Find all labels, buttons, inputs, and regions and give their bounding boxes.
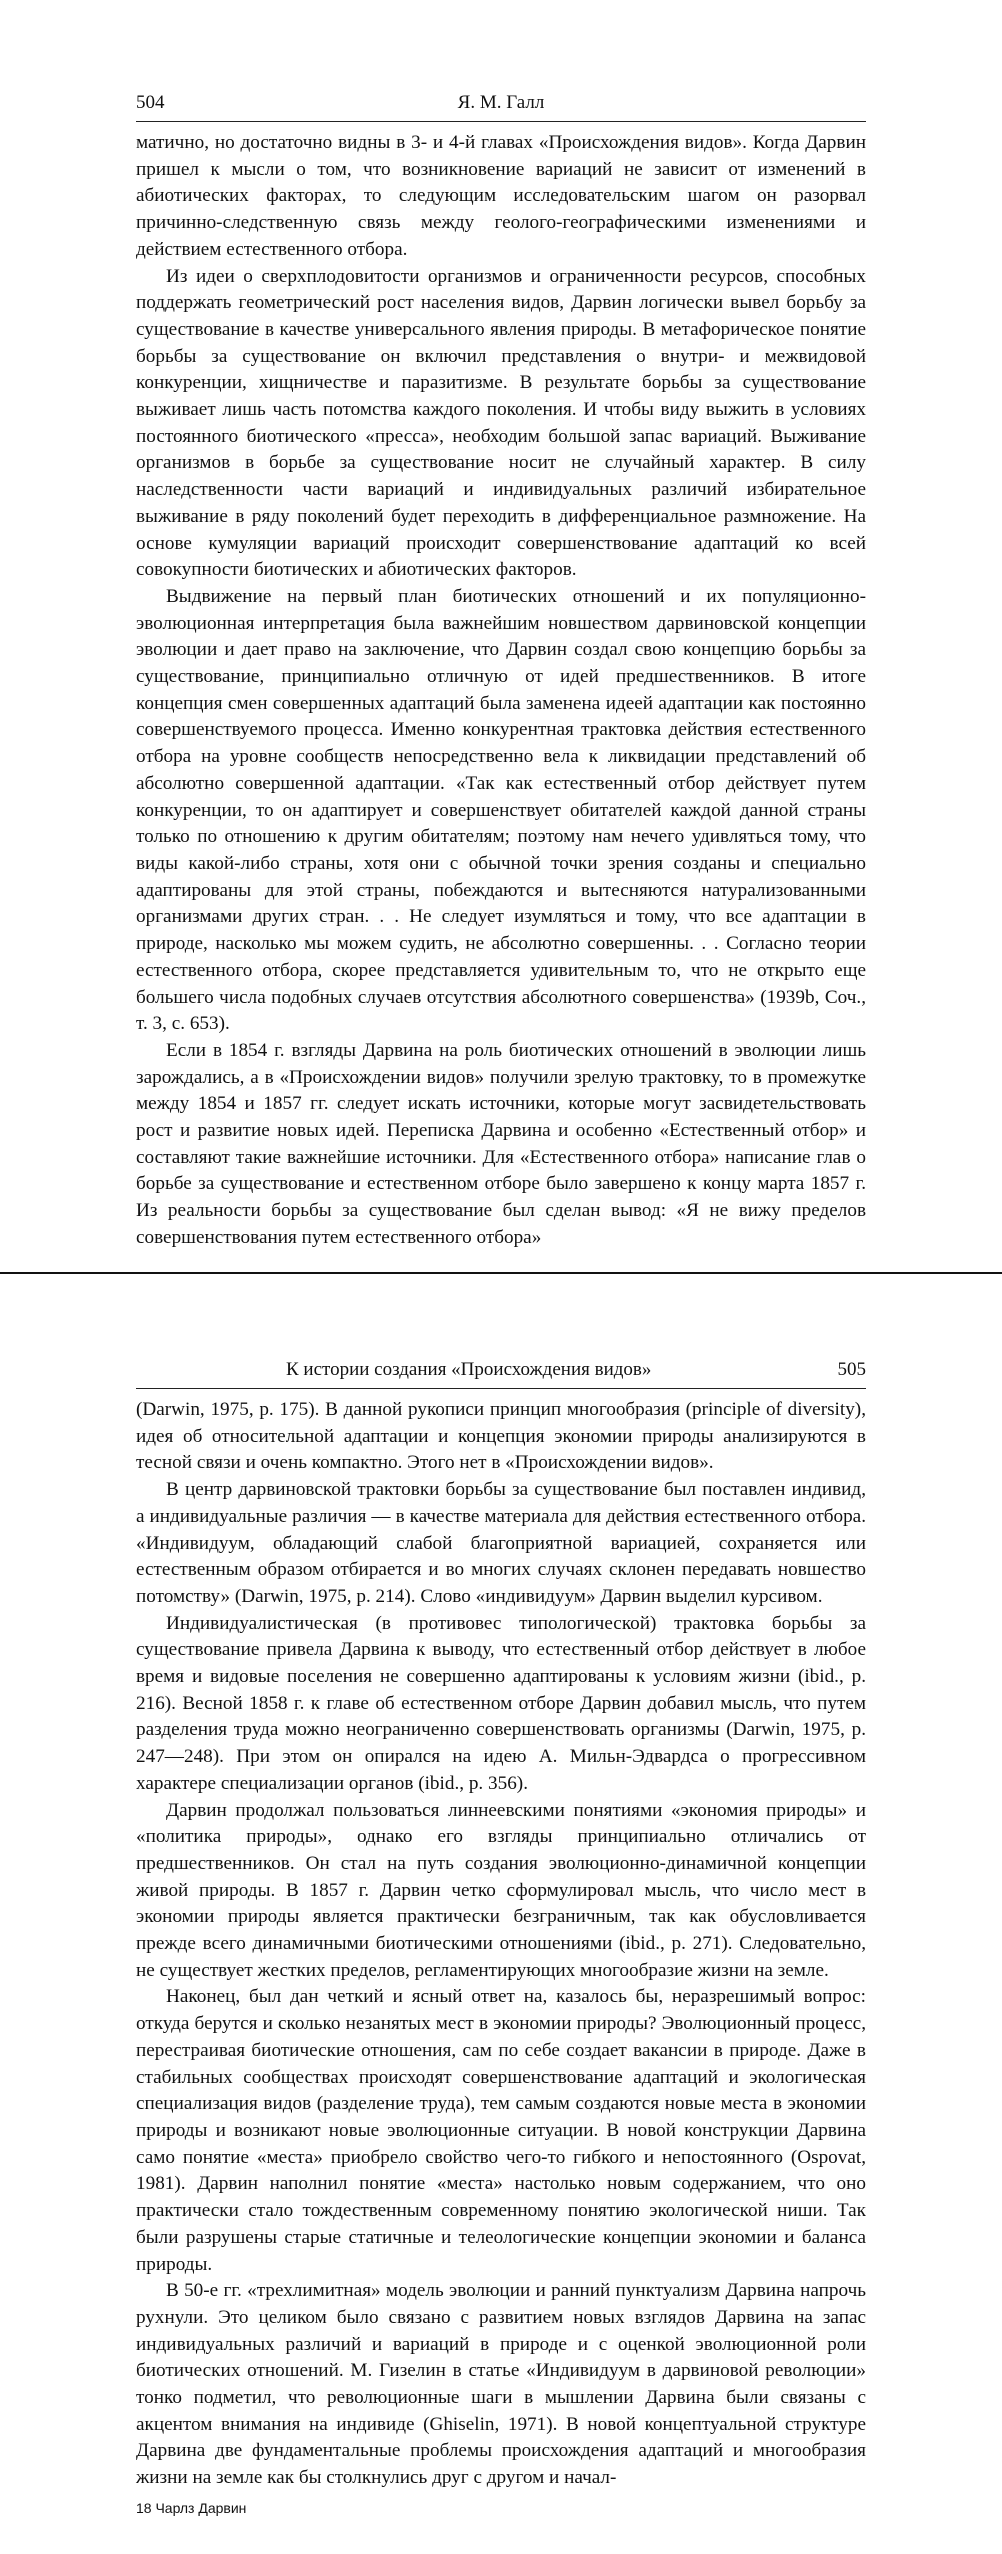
- page-separator: [0, 1262, 1002, 1284]
- paragraph: В 50-е гг. «трехлимитная» модель эволюции и ранний пунктуализм Дарвина напрочь рухнули. Это целиком было связано с развитием новых взглядов Дарвина на запас индивидуальных различий и вариаций в природе и с оценкой эволюционной роли биотических отношений. М. Гизелин в статье «Индивидуум в дарвиновой революции» тонко подметил, что революционные шаги в мышлении Дарвина были связаны с акцентом внимания на индивиде (Ghiselin, 1971). В новой концептуальной структуре Дарвина две фундаментальные проблемы происхождения адаптаций и многообразия жизни на земле как бы столкнулись друг с другом и начал-: [136, 2280, 866, 2489]
- page-505: [0, 1284, 1002, 2554]
- page-body: [136, 1397, 866, 2492]
- paragraph: Дарвин продолжал пользоваться линнеевскими понятиями «экономия природы» и «политика природы», однако его взгляды принципиально отличались от предшественников. Он стал на путь создания эволюционно-динамичной концепции живой природы. В 1857 г. Дарвин четко сформулировал мысль, что число мест в экономии природы является практически безграничным, так как обусловливается прежде всего динамичными биотическими отношениями (ibid., p. 271). Следовательно, не существует жестких пределов, регламентирующих многообразие жизни на земле.: [136, 1799, 866, 1981]
- page-body: [136, 130, 866, 1252]
- header-rule: [136, 1388, 866, 1389]
- paragraph: Выдвижение на первый план биотических отношений и их популяционно-эволюционная интерпретация была важнейшим новшеством дарвиновской концепции эволюции и дает право на заключение, что Дарвин создал свою концепцию борьбы за существование, принципиально отличную от идей предшественников. В итоге концепция смен совершенных адаптаций была заменена идеей адаптации как постоянно совершенствуемого процесса. Именно конкурентная трактовка действия естественного отбора на уровне сообществ непосредственно вела к ликвидации представлений об абсолютно совершенной адаптации. «Так как естественный отбор действует путем конкуренции, то он адаптирует и совершенствует обитателей каждой данной страны только по отношению к другим обитателям; поэтому нам нечего удивляться тому, что виды какой-либо страны, хотя они с обычной точки зрения созданы и специально адаптированы для этой страны, побеждаются и вытесняются натурализованными организмами других стран. . . Не следует изумляться и тому, что все адаптации в природе, насколько мы можем судить, не абсолютно совершенны. . . Согласно теории естественного отбора, скорее представляется удивительным то, что не открыто еще большего числа подобных случаев отсутствия абсолютного совершенства» (1939b, Соч., т. 3, с. 653).: [136, 585, 866, 1035]
- paragraph: Наконец, был дан четкий и ясный ответ на, казалось бы, неразрешимый вопрос: откуда берутся и сколько незанятых мест в экономии природы? Эволюционный процесс, перестраивая биотические отношения, сам по себе создает вакансии в природе. Даже в стабильных сообществах происходят совершенствование адаптаций и экологическая специализация видов (разделение труда), тем самым создаются новые места в экономии природы и возникают новые эволюционные ситуации. В новой конструкции Дарвина само понятие «места» приобрело свойство чего-то гибкого и непостоянного (Ospovat, 1981). Дарвин наполнил понятие «места» настолько новым содержанием, что оно практически стало тождественным современному понятию экологической ниши. Так были разрушены старые статичные и телеологические концепции экономии и баланса природы.: [136, 1986, 866, 2275]
- header-rule: [136, 121, 866, 122]
- running-head-author: Я. М. Галл: [457, 92, 545, 113]
- paragraph: В центр дарвиновской трактовки борьбы за существование был поставлен индивид, а индивидуальные различия — в качестве материала для действия естественного отбора. «Индивидуум, обладающий слабой благоприятной вариацией, сохраняется или естественным образом отбирается и во многих случаях склонен передавать новшество потомству» (Darwin, 1975, p. 214). Слово «индивидуум» Дарвин выделил курсивом.: [136, 1479, 866, 1607]
- paragraph: (Darwin, 1975, p. 175). В данной рукописи принцип многообразия (principle of diversity), идея об относительной адаптации и концепция экономии природы анализируются в тесной связи и очень компактно. Этого нет в «Происхождении видов».: [136, 1399, 866, 1474]
- running-header: [136, 92, 866, 122]
- paragraph: Если в 1854 г. взгляды Дарвина на роль биотических отношений в эволюции лишь зарождались, а в «Происхождении видов» получили зрелую трактовку, то в промежутке между 1854 и 1857 гг. следует искать источники, которые могут засвидетельствовать рост и развитие новых идей. Переписка Дарвина и особенно «Естественный отбор» и составляют такие важнейшие источники. Для «Естественного отбора» написание глав о борьбе за существование и естественном отборе было завершено к концу марта 1857 г. Из реальности борьбы за существование был сделан вывод: «Я не вижу пределов совершенствования путем естественного отбора»: [136, 1039, 866, 1248]
- page-number: 504: [136, 92, 165, 113]
- running-header: [136, 1359, 866, 1389]
- paragraph: Из идеи о сверхплодовитости организмов и ограниченности ресурсов, способных поддержать геометрический рост населения видов, Дарвин логически вывел борьбу за существование в качестве универсального явления природы. В метафорическое понятие борьбы за существование он включил представления о внутри- и межвидовой конкуренции, хищничестве и паразитизме. В результате борьбы за существование выживает лишь часть потомства каждого поколения. И чтобы виду выжить в условиях постоянного биотического «пресса», необходим большой запас вариаций. Выживание организмов в борьбе за существование носит не случайный характер. В силу наследственности части вариаций и индивидуальных различий избирательное выживание в ряду поколений будет переходить в дифференциальное размножение. На основе кумуляции вариаций происходит совершенствование адаптаций ко всей совокупности биотических и абиотических факторов.: [136, 265, 866, 581]
- signature-mark: 18 Чарлз Дарвин: [136, 2500, 247, 2516]
- paragraph: Индивидуалистическая (в противовес типологической) трактовка борьбы за существование привела Дарвина к выводу, что естественный отбор действует в любое время и видовые поселения не совершенно адаптированы к условиям жизни (ibid., p. 216). Весной 1858 г. к главе об естественном отборе Дарвин добавил мысль, что путем разделения труда можно неограниченно совершенствовать организмы (Darwin, 1975, p. 247—248). При этом он опирался на идею А. Мильн-Эдвардса о прогрессивном характере специализации органов (ibid., p. 356).: [136, 1612, 866, 1794]
- paragraph: матично, но достаточно видны в 3- и 4-й главах «Происхождения видов». Когда Дарвин пришел к мысли о том, что возникновение вариаций не зависит от изменений в абиотических факторах, то следующим исследовательским шагом он разорвал причинно-следственную связь между геолого-географическими изменениями и действием естественного отбора.: [136, 132, 866, 260]
- running-head-title: К истории создания «Происхождения видов»: [286, 1359, 652, 1380]
- page-number: 505: [837, 1359, 866, 1380]
- page-504: [0, 0, 1002, 1262]
